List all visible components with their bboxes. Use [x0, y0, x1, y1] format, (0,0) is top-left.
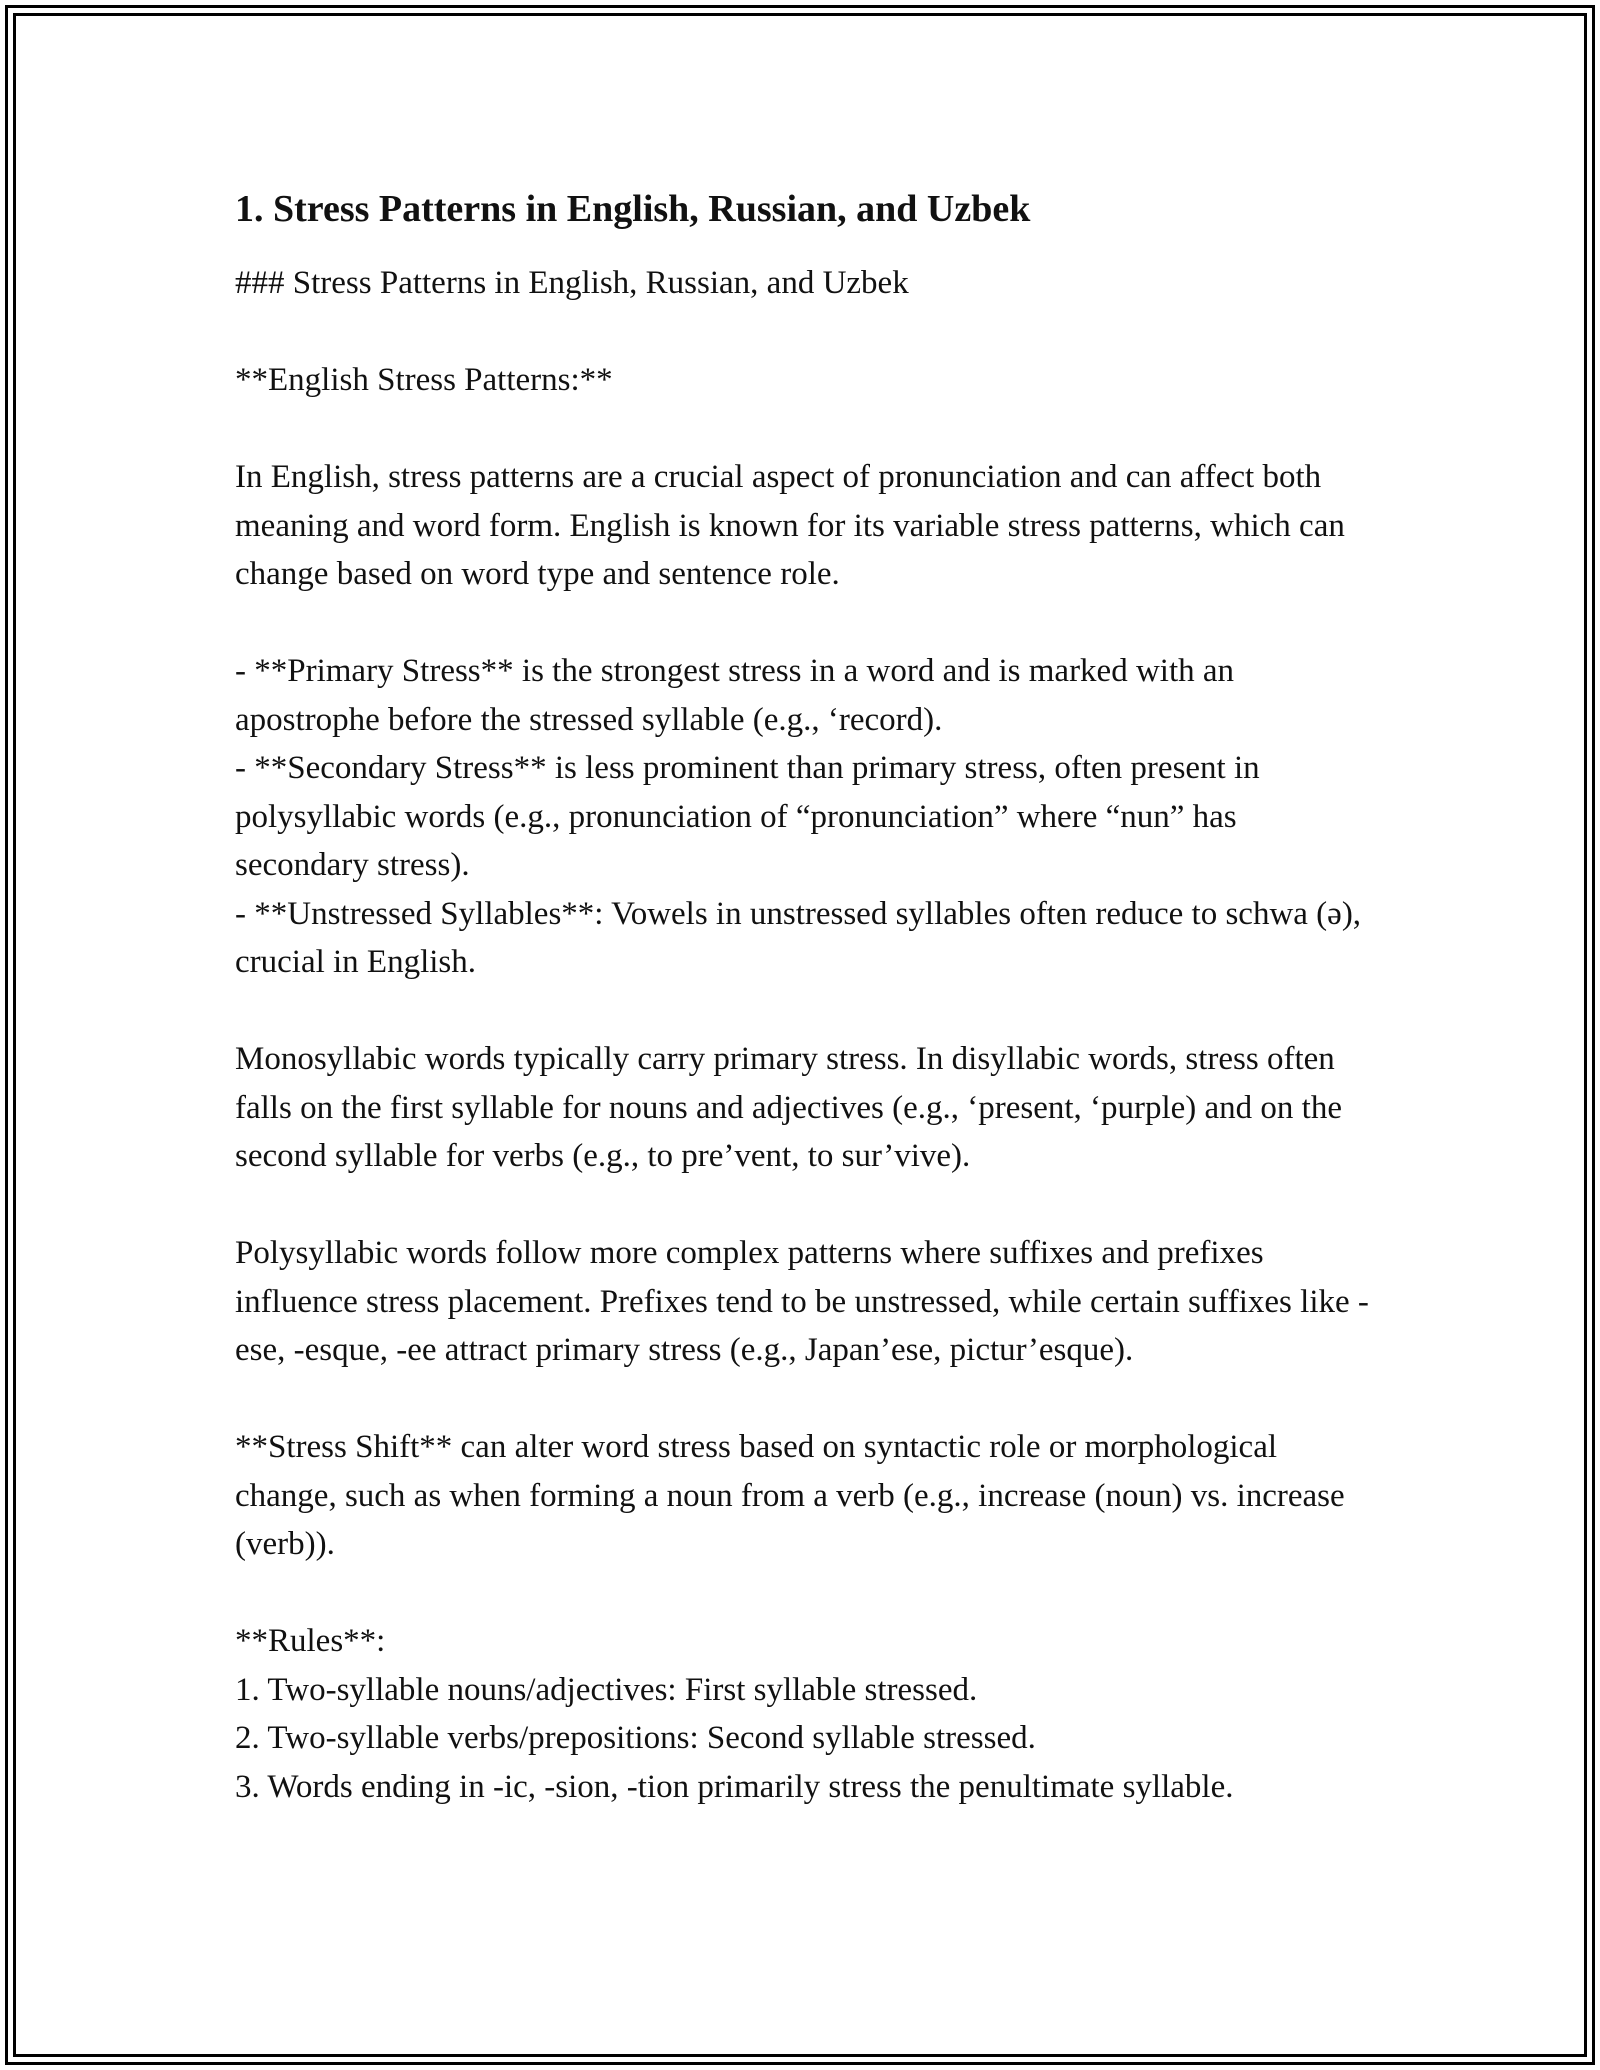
stress-shift-paragraph: **Stress Shift** can alter word stress based on syntactic role or morphological change, such as when forming a noun from a verb (e.g., increase (noun) vs. increase (verb)).	[235, 1429, 1345, 1562]
stress-types-list	[235, 647, 1375, 987]
rules-heading: **Rules**:	[235, 1623, 386, 1659]
intro-paragraph: In English, stress patterns are a crucial aspect of pronunciation and can affect both meaning and word form. English is known for its variable stress patterns, which can change based on word type and sentence role.	[235, 459, 1345, 592]
rule-item-2: 2. Two-syllable verbs/prepositions: Second syllable stressed.	[235, 1720, 1036, 1756]
rule-item-3: 3. Words ending in -ic, -sion, -tion primarily stress the penultimate syllable.	[235, 1768, 1234, 1805]
rules-list	[235, 1617, 1375, 1811]
list-item-unstressed: - **Unstressed Syllables**: Vowels in unstressed syllables often reduce to schwa (ə), crucial in English.	[235, 895, 1362, 980]
subheading: ### Stress Patterns in English, Russian, and Uzbek	[235, 265, 909, 301]
polysyllabic-paragraph: Polysyllabic words follow more complex patterns where suffixes and prefixes influence stress placement. Prefixes tend to be unstressed, while certain suffixes like -ese, -esque, -ee attract primary stress (e.g., Japan’ese, pictur’esque).	[235, 1235, 1369, 1368]
monosyllabic-paragraph: Monosyllabic words typically carry primary stress. In disyllabic words, stress often falls on the first syllable for nouns and adjectives (e.g., ‘present, ‘purple) and on the second syllable for verbs (e.g., to pre’vent, to sur’vive).	[235, 1041, 1342, 1174]
list-item-secondary-stress: - **Secondary Stress** is less prominent than primary stress, often present in polysyllabic words (e.g., pronunciation of “pronunciation” where “nun” has secondary stress).	[235, 750, 1260, 883]
english-heading: **English Stress Patterns:**	[235, 362, 613, 398]
document-body	[235, 185, 1375, 1811]
document-title: 1. Stress Patterns in English, Russian, and Uzbek	[235, 188, 1031, 230]
rule-item-1: 1. Two-syllable nouns/adjectives: First syllable stressed.	[235, 1671, 978, 1708]
list-item-primary-stress: - **Primary Stress** is the strongest stress in a word and is marked with an apostrophe before the stressed syllable (e.g., ‘record).	[235, 653, 1235, 738]
